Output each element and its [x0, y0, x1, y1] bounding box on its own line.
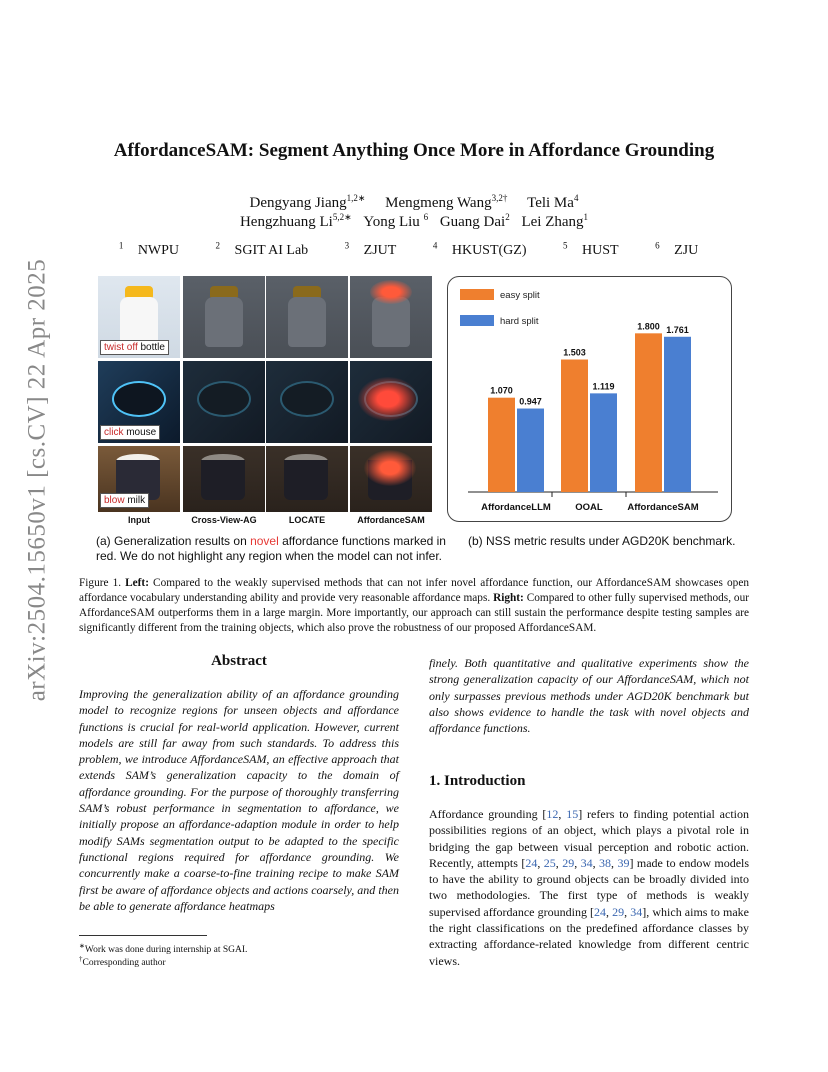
author [385, 195, 507, 211]
affiliation [344, 240, 408, 258]
abstract-continuation: finely. Both quantitative and qualitative experiments show the strong generalization capacity of our AffordanceSAM, which not only surpasses previous methods under AGD20K benchmark but also shows evidence to handle the task with novel objects and affordance functions. [429, 656, 749, 736]
crossview-image-bottle [183, 276, 265, 358]
affordance-tag [100, 493, 149, 508]
author [440, 214, 510, 230]
author [527, 195, 578, 211]
citation-link[interactable]: 25 [543, 855, 556, 870]
introduction-heading: 1. Introduction [429, 773, 526, 789]
data-label: 1.070 [490, 385, 513, 396]
footnote-mark: † [79, 955, 83, 963]
arxiv-stamp [12, 258, 62, 702]
affil-mark: 2 [215, 240, 221, 250]
affiliation [432, 240, 538, 258]
footnote-text: Corresponding author [82, 958, 166, 969]
category-label: OOAL [575, 502, 603, 513]
footnote-mark: ∗ [79, 942, 85, 950]
caption-highlight: novel [250, 534, 279, 548]
affil-mark: 1 [118, 240, 124, 250]
citation-link[interactable]: 34 [580, 855, 593, 870]
affiliation [655, 240, 709, 258]
bar-hard [664, 337, 691, 492]
citation-link[interactable]: 15 [566, 807, 579, 821]
bar-hard [590, 393, 617, 492]
data-label: 0.947 [519, 396, 542, 407]
citation-link[interactable]: 34 [630, 904, 643, 919]
column-label: Input [128, 515, 150, 525]
affordance-verb: twist off [104, 342, 138, 353]
author [240, 214, 352, 230]
category-label: AffordanceLLM [481, 502, 551, 513]
affordance-object: bottle [137, 342, 165, 353]
mouse-shape [112, 381, 166, 417]
citation-link[interactable]: 38 [599, 855, 612, 870]
author-affil-mark: 5,2∗ [332, 212, 352, 222]
bar-easy [635, 333, 662, 492]
legend-label: easy split [500, 290, 540, 301]
citation-link[interactable]: 29 [562, 855, 575, 870]
affordance-heatmap [370, 280, 412, 304]
affordance-tag [100, 425, 160, 440]
legend-swatch [460, 315, 494, 326]
figure-a-caption [96, 534, 451, 564]
affiliation [215, 240, 320, 258]
bottle-body [205, 297, 243, 347]
bottle-body [288, 297, 326, 347]
locate-image-cup [266, 446, 348, 512]
intro-text: Affordance grounding [ [429, 807, 547, 821]
affordancesam-image-mouse [350, 361, 432, 443]
author-name: Mengmeng Wang [385, 195, 492, 211]
author-affil-mark: 3,2† [491, 193, 508, 203]
introduction-text: Affordance grounding [12, 15] refers to finding potential action possibilities regions of an object, which plays a pivotal role in bridging the gap between visual perception and robotic action. Recently, attempts [24, 25, 29, 34, 38, 39] made to endow models to have the ability to ground objects can be broadly divided into two methodologies. The first type of methods is weakly supervised affordance grounding [24, 29, 34], which aims to make the right classifications on the predefined affordance classes by extracting affordance-related knowledge from different centric views. [429, 807, 750, 968]
figure-b-caption: (b) NSS metric results under AGD20K benchmark. [468, 534, 736, 548]
affil-name: HUST [578, 242, 619, 258]
cup-body [201, 460, 245, 500]
bar-easy [561, 360, 588, 492]
authors-line-2 [0, 212, 828, 231]
data-label: 1.503 [563, 347, 586, 358]
mouse-shape [197, 381, 251, 417]
affordance-verb: blow [104, 495, 125, 506]
affiliations [0, 240, 828, 259]
intro-text: , [558, 807, 567, 821]
affordance-object: milk [124, 495, 146, 506]
affil-name: NWPU [134, 242, 180, 258]
legend-swatch [460, 289, 494, 300]
affordance-tag [100, 340, 169, 355]
affordancesam-image-cup [350, 446, 432, 512]
author-name: Teli Ma [527, 195, 574, 211]
author-affil-mark: 1 [583, 212, 589, 222]
citation-link[interactable]: 39 [617, 855, 630, 870]
arxiv-stamp-text: arXiv:2504.15650v1 [cs.CV] 22 Apr 2025 [23, 258, 51, 702]
bar-easy [488, 398, 515, 492]
citation-link[interactable]: 12 [546, 807, 559, 821]
author-name: Yong Liu [363, 214, 424, 230]
affiliation [563, 240, 630, 258]
affordance-heatmap [364, 450, 416, 486]
author [363, 214, 428, 230]
affil-mark: 5 [563, 240, 568, 250]
bottle-body [372, 297, 410, 347]
caption-left-head: Left: [125, 577, 149, 589]
author [521, 214, 588, 230]
nss-bar-chart [448, 277, 731, 521]
paper-title: AffordanceSAM: Segment Anything Once More in Affordance Grounding [113, 140, 715, 161]
column-label: LOCATE [288, 515, 326, 525]
authors-line-1 [0, 193, 828, 212]
intro-text: ], which aims to make the right classifications on the predefined affordance classes by extracting affordance-related knowledge from different centric views. [429, 904, 749, 968]
caption-right-head: Right: [493, 592, 524, 604]
cup-body [284, 460, 328, 500]
crossview-image-mouse [183, 361, 265, 443]
locate-image-mouse [266, 361, 348, 443]
affil-mark: 4 [432, 240, 438, 250]
caption-text: affordance functions marked in red. We do not highlight any region when the model can not infer. [96, 534, 446, 563]
author-affil-mark: 2 [505, 212, 510, 222]
locate-image-bottle [266, 276, 348, 358]
affiliation [118, 240, 190, 258]
mouse-shape [280, 381, 334, 417]
caption-text: (a) Generalization results on [96, 534, 251, 548]
author-name: Hengzhuang Li [239, 214, 333, 230]
affil-mark: 3 [344, 240, 350, 250]
author-name: Guang Dai [439, 214, 506, 230]
footnote [79, 953, 166, 969]
caption-left-text: Compared to the weakly supervised methods that can not infer novel affordance function, our AffordanceSAM showcases open affordance vocabulary understanding ability and provide very reasonable affordance maps. [79, 577, 749, 604]
affil-name: SGIT AI Lab [231, 242, 309, 258]
category-label: AffordanceSAM [627, 502, 699, 513]
column-label: Cross-View-AG [191, 515, 257, 525]
author-affil-mark: 4 [573, 193, 579, 203]
author-name: Lei Zhang [521, 214, 584, 230]
data-label: 1.761 [666, 324, 689, 335]
footnote-rule [79, 935, 207, 936]
caption-right-text: Compared to other fully supervised methods, our AffordanceSAM outperforms them in a large margin. More importantly, our approach can still sustain the performance despite testing samples are significantly different from the training objects, which also prove the robustness of our proposed AffordanceSAM. [79, 592, 749, 634]
citation-link[interactable]: 24 [594, 904, 607, 919]
affil-name: ZJU [670, 242, 699, 258]
intro-text: ] made to endow models to have the ability to ground objects can be broadly divided into two methodologies. The first type of methods is weakly supervised affordance grounding [ [429, 855, 750, 919]
author-affil-mark: 6 [423, 212, 429, 222]
affil-mark: 6 [655, 240, 660, 250]
citation-link[interactable]: 24 [525, 855, 538, 870]
affil-name: HKUST(GZ) [448, 242, 527, 258]
footnote-text: Work was done during internship at SGAI. [84, 945, 248, 956]
abstract-text: Improving the generalization ability of an affordance grounding model to recognize regions for unseen objects and affordance functions is crucial for real-world application. However, current models are still far away from such standards. To address this problem, we introduce AffordanceSAM, an effective approach that extends SAM’s generalization capacity to the domain of affordance grounding. For the purpose of thoroughly transferring SAM’s robust performance in segmentation to affordance, we initially propose an affordance-adaption module in order to help modify SAMs segmentation output to be adapted to the specific functional regions required for affordance grounding. We concurrently make a coarse-to-fine training recipe to make SAM first be aware of affordance objects and actions coarsely, and then be able to generate affordance heatmaps [79, 687, 399, 913]
affordance-heatmap [358, 377, 418, 421]
legend-label: hard split [500, 316, 539, 327]
affordance-verb: click [104, 427, 124, 438]
affil-name: ZJUT [360, 242, 397, 258]
author-affil-mark: 1,2∗ [346, 193, 366, 203]
column-label: AffordanceSAM [357, 515, 425, 525]
abstract-heading: Abstract [211, 653, 267, 669]
crossview-image-cup [183, 446, 265, 512]
author-name: Dengyang Jiang [249, 195, 347, 211]
data-label: 1.800 [637, 321, 660, 332]
data-label: 1.119 [592, 381, 615, 392]
affordance-object: mouse [123, 427, 157, 438]
author [250, 195, 366, 211]
figure-label: Figure 1. [79, 577, 126, 589]
citation-link[interactable]: 29 [612, 904, 625, 919]
chart-container [447, 276, 732, 522]
affordancesam-image-bottle [350, 276, 432, 358]
intro-text: ] refers to finding potential action possibilities regions of an object, which plays a pivotal role in bridging the gap between visual perception and robotic action. Recently, attempts [ [429, 807, 749, 870]
bar-hard [517, 409, 544, 492]
figure-caption [79, 576, 749, 636]
